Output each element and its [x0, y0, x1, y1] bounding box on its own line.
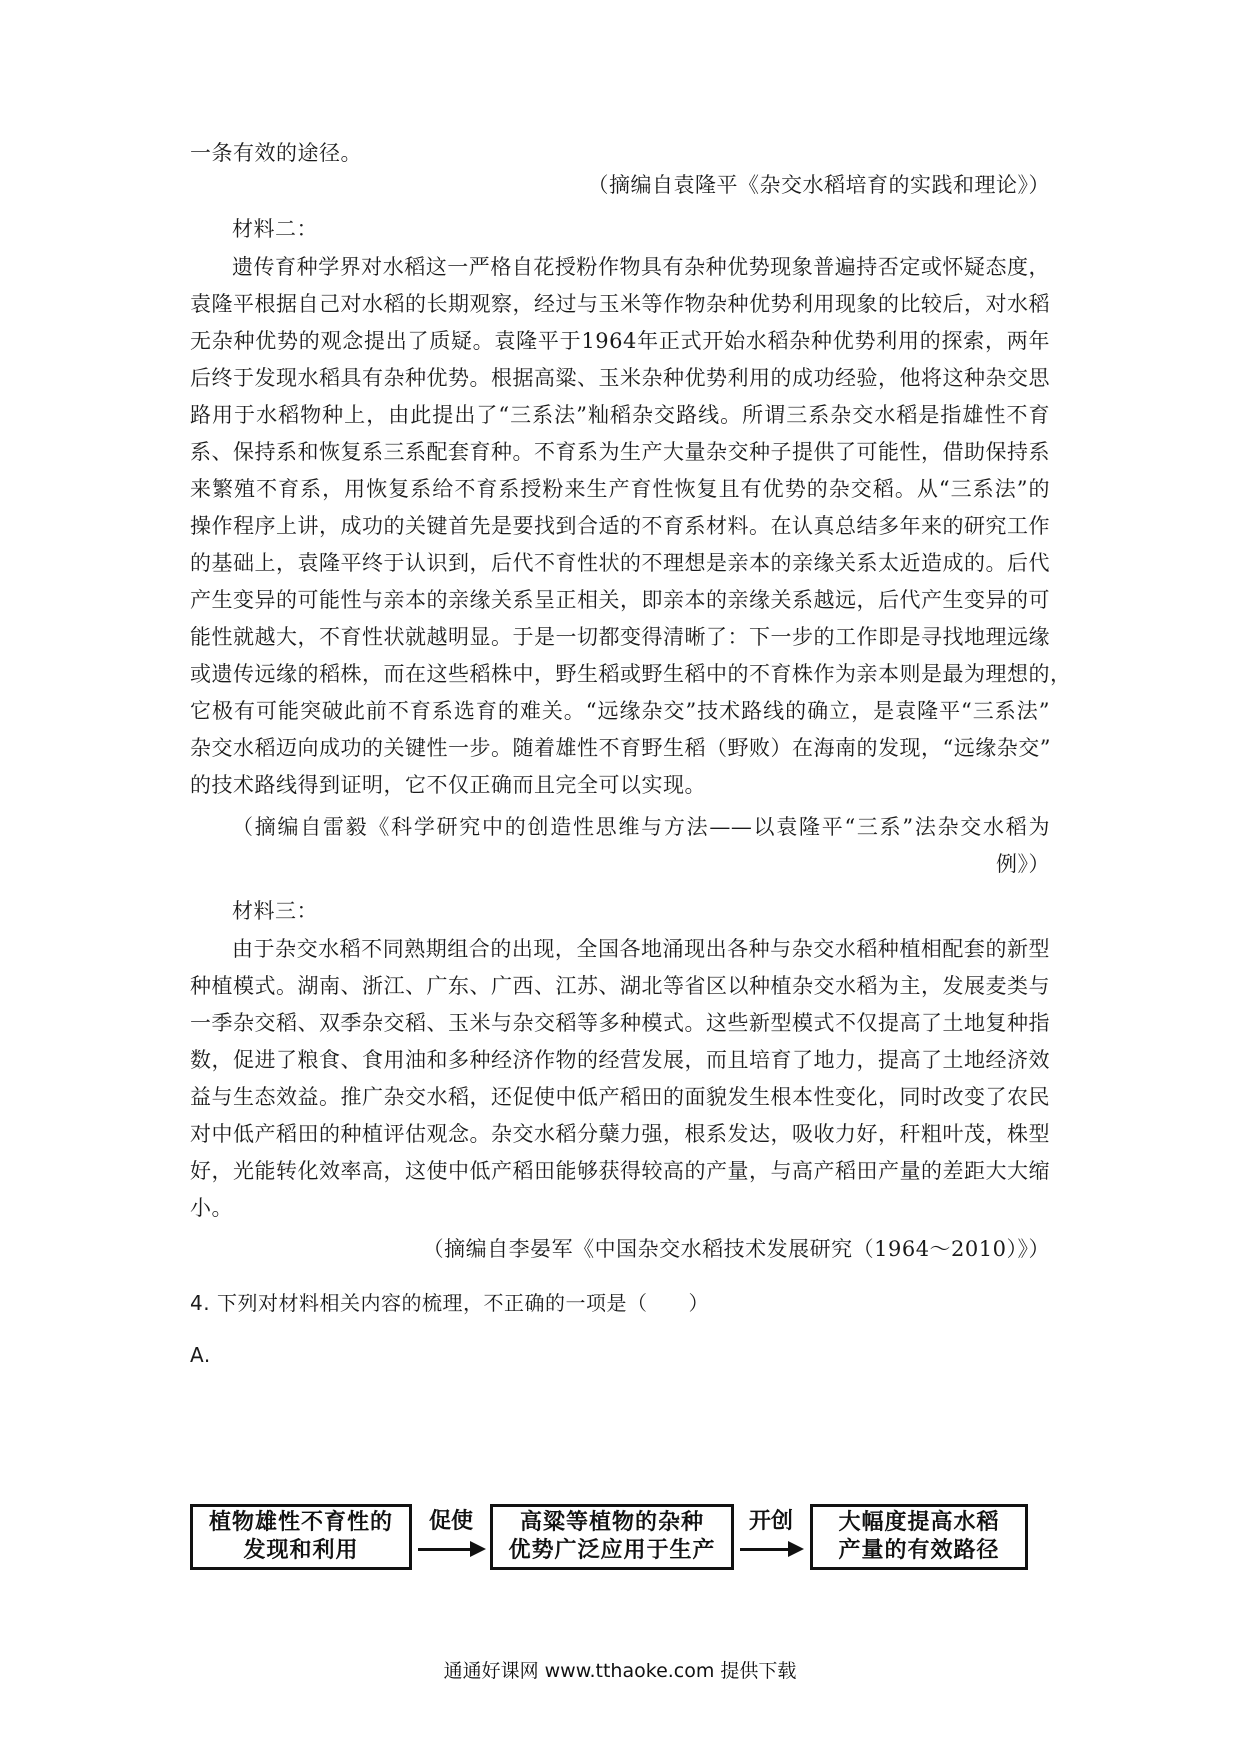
paragraph-line: 路用于水稻物种上，由此提出了“三系法”籼稻杂交路线。所谓三系杂交水稻是指雄性不育	[190, 403, 1050, 427]
paragraph-line: 好，光能转化效率高，这使中低产稻田能够获得较高的产量，与高产稻田产量的差距大大缩	[190, 1159, 1050, 1183]
arrow-head-icon	[470, 1541, 486, 1557]
paragraph-line: 的技术路线得到证明，它不仅正确而且完全可以实现。	[190, 773, 706, 797]
arrow-shaft	[740, 1548, 790, 1551]
source-citation: （摘编自雷毅《科学研究中的创造性思维与方法——以袁隆平“三系”法杂交水稻为	[232, 815, 1050, 839]
paragraph-line: 种植模式。湖南、浙江、广东、广西、江苏、湖北等省区以种植杂交水稻为主，发展麦类与	[190, 974, 1050, 998]
paragraph-line: 一季杂交稻、双季杂交稻、玉米与杂交稻等多种模式。这些新型模式不仅提高了土地复种指	[190, 1011, 1050, 1035]
source-citation: （摘编自袁隆平《杂交水稻培育的实践和理论》）	[587, 173, 1050, 197]
paragraph-line: 对中低产稻田的种植评估观念。杂交水稻分蘖力强，根系发达，吸收力好，秆粗叶茂，株型	[190, 1122, 1050, 1146]
flowchart-box-1: 植物雄性不育性的 发现和利用	[190, 1504, 412, 1570]
arrow-label-2: 开创	[748, 1509, 793, 1534]
source-citation: 例》）	[996, 852, 1050, 876]
section-heading: 材料三：	[232, 899, 318, 923]
paragraph-line: 小。	[190, 1196, 233, 1220]
flowchart-box-2: 高粱等植物的杂种 优势广泛应用于生产	[490, 1504, 734, 1570]
paragraph-line: 来繁殖不育系，用恢复系给不育系授粉来生产育性恢复且有优势的杂交稻。从“三系法”的	[190, 477, 1050, 501]
option-a-flowchart	[190, 1498, 1050, 1582]
flowchart-arrow-1	[414, 1508, 488, 1568]
paragraph-line: 后终于发现水稻具有杂种优势。根据高粱、玉米杂种优势利用的成功经验，他将这种杂交思	[190, 366, 1050, 390]
flowchart-box-3: 大幅度提高水稻 产量的有效路径	[810, 1504, 1028, 1570]
arrow-shaft	[418, 1548, 472, 1551]
paragraph-line: 操作程序上讲，成功的关键首先是要找到合适的不育系材料。在认真总结多年来的研究工作	[190, 514, 1050, 538]
source-citation: （摘编自李晏军《中国杂交水稻技术发展研究（1964～2010）》）	[422, 1237, 1050, 1261]
arrow-label-1: 促使	[428, 1509, 473, 1534]
paragraph-line: 的基础上，袁隆平终于认识到，后代不育性状的不理想是亲本的亲缘关系太近造成的。后代	[190, 551, 1050, 575]
paragraph-line: 系、保持系和恢复系三系配套育种。不育系为生产大量杂交种子提供了可能性，借助保持系	[190, 440, 1050, 464]
paragraph-line: 或遗传远缘的稻株，而在这些稻株中，野生稻或野生稻中的不育株作为亲本则是最为理想的，	[190, 662, 1072, 686]
flowchart-arrow-2	[736, 1508, 806, 1568]
paragraph-line: 能性就越大，不育性状就越明显。于是一切都变得清晰了：下一步的工作即是寻找地理远缘	[190, 625, 1050, 649]
paragraph-line: 它极有可能突破此前不育系选育的难关。“远缘杂交”技术路线的确立，是袁隆平“三系法”	[190, 699, 1050, 723]
paragraph-line: 无杂种优势的观念提出了质疑。袁隆平于1964年正式开始水稻杂种优势利用的探索，两年	[190, 329, 1050, 353]
question-stem: 4. 下列对材料相关内容的梳理，不正确的一项是（ ）	[190, 1291, 709, 1315]
option-a-label: A.	[190, 1343, 211, 1367]
paragraph-line: 由于杂交水稻不同熟期组合的出现，全国各地涌现出各种与杂交水稻种植相配套的新型	[232, 937, 1050, 961]
page-footer: 通通好课网 www.tthaoke.com 提供下载	[443, 1660, 797, 1682]
section-heading: 材料二：	[232, 217, 318, 241]
paragraph-line: 杂交水稻迈向成功的关键性一步。随着雄性不育野生稻（野败）在海南的发现，“远缘杂交”	[190, 736, 1051, 760]
arrow-head-icon	[788, 1541, 804, 1557]
paragraph-line: 数，促进了粮食、食用油和多种经济作物的经营发展，而且培育了地力，提高了土地经济效	[190, 1048, 1050, 1072]
paragraph-line: 益与生态效益。推广杂交水稻，还促使中低产稻田的面貌发生根本性变化，同时改变了农民	[190, 1085, 1050, 1109]
paragraph-line: 产生变异的可能性与亲本的亲缘关系呈正相关，即亲本的亲缘关系越远，后代产生变异的可	[190, 588, 1050, 612]
paragraph-line: 遗传育种学界对水稻这一严格自花授粉作物具有杂种优势现象普遍持否定或怀疑态度，	[232, 255, 1050, 279]
paragraph-line: 袁隆平根据自己对水稻的长期观察，经过与玉米等作物杂种优势利用现象的比较后，对水稻	[190, 292, 1050, 316]
paragraph-line: 一条有效的途径。	[190, 141, 362, 165]
